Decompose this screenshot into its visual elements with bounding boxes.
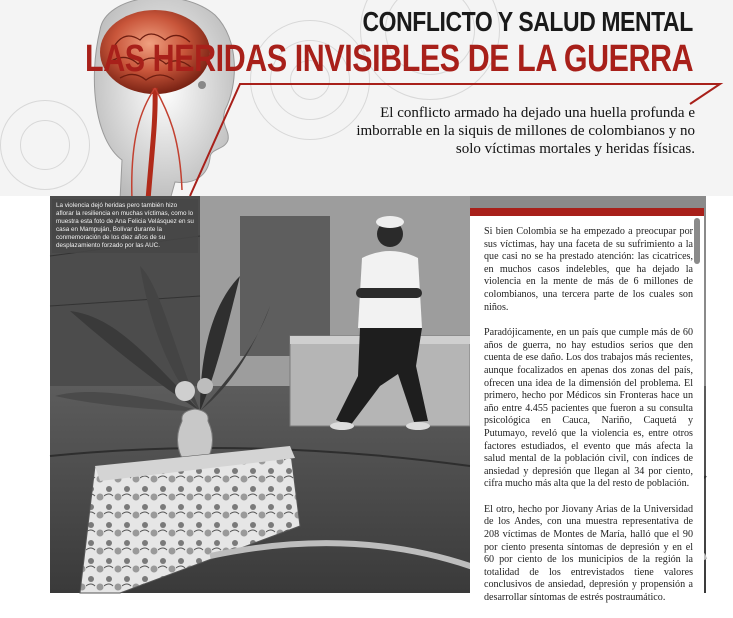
article-panel[interactable] [470,208,704,604]
article-paragraph: El otro, hecho por Jiovany Arias de la Universidad de los Andes, con una muestra representativa de 208 víctimas de Montes de María, halló que el 90 por ciento presenta síntomas de depresión y en el 60 por ciento de los municipios de la región la totalidad de los entrevistados tiene valores conclusivos de ansiedad, depresión y propensión a desarrollar síntomas de estrés postraumático. [484,503,693,604]
headline-secondary: LAS HERIDAS INVISIBLES DE LA GUERRA [84,38,693,80]
photo-caption: La violencia dejó heridas pero también hizo aflorar la resiliencia en muchas víctimas, como lo muestra esta foto de Ana Felicia Velásquez en su casa en Mampuján, Bolívar durante la conmemoración de los diez años de su desplazamiento forzado por las AUC. [52,199,198,253]
article-paragraph: Si bien Colombia se ha empezado a preocupar por sus víctimas, hay una faceta de su sufrimiento a la que casi no se ha prestado atención: las cicatrices, en muchos casos indelebles, que ha dejado la violencia en la mente de más de 6 millones de colombianos, una tercera parte de los cuales son niños. [484,226,693,313]
article-body [484,226,693,618]
headline-primary: CONFLICTO Y SALUD MENTAL [362,6,693,37]
scrollbar-thumb[interactable] [694,218,700,264]
page-subtitle: El conflicto armado ha dejado una huella profunda e imborrable en la siquis de millones de colombianos y no solo víctimas mortales y heridas físicas. [356,105,695,157]
article-paragraph: Paradójicamente, en un país que cumple más de 60 años de guerra, no hay estudios serios que den cuenta de ese daño. Los dos trabajos más recientes, aunque focalizados en apenas dos zonas del país, ofrecen una idea de la dimensión del problema. El primero, hecho por Médicos sin Fronteras hace un año entre 4.455 pacientes que fueron a su consulta psicológica en Cauca, Nariño, Caquetá y Putumayo, reveló que la violencia es, entre otros factores estudiados, el evento que más afecta la salud mental de la población civil, con índices de ansiedad y depresión que llegan al 34 por ciento, cifra mucho más alta que la del resto de población. [484,327,693,490]
article-accent-bar [470,208,704,216]
header-banner [0,0,733,196]
